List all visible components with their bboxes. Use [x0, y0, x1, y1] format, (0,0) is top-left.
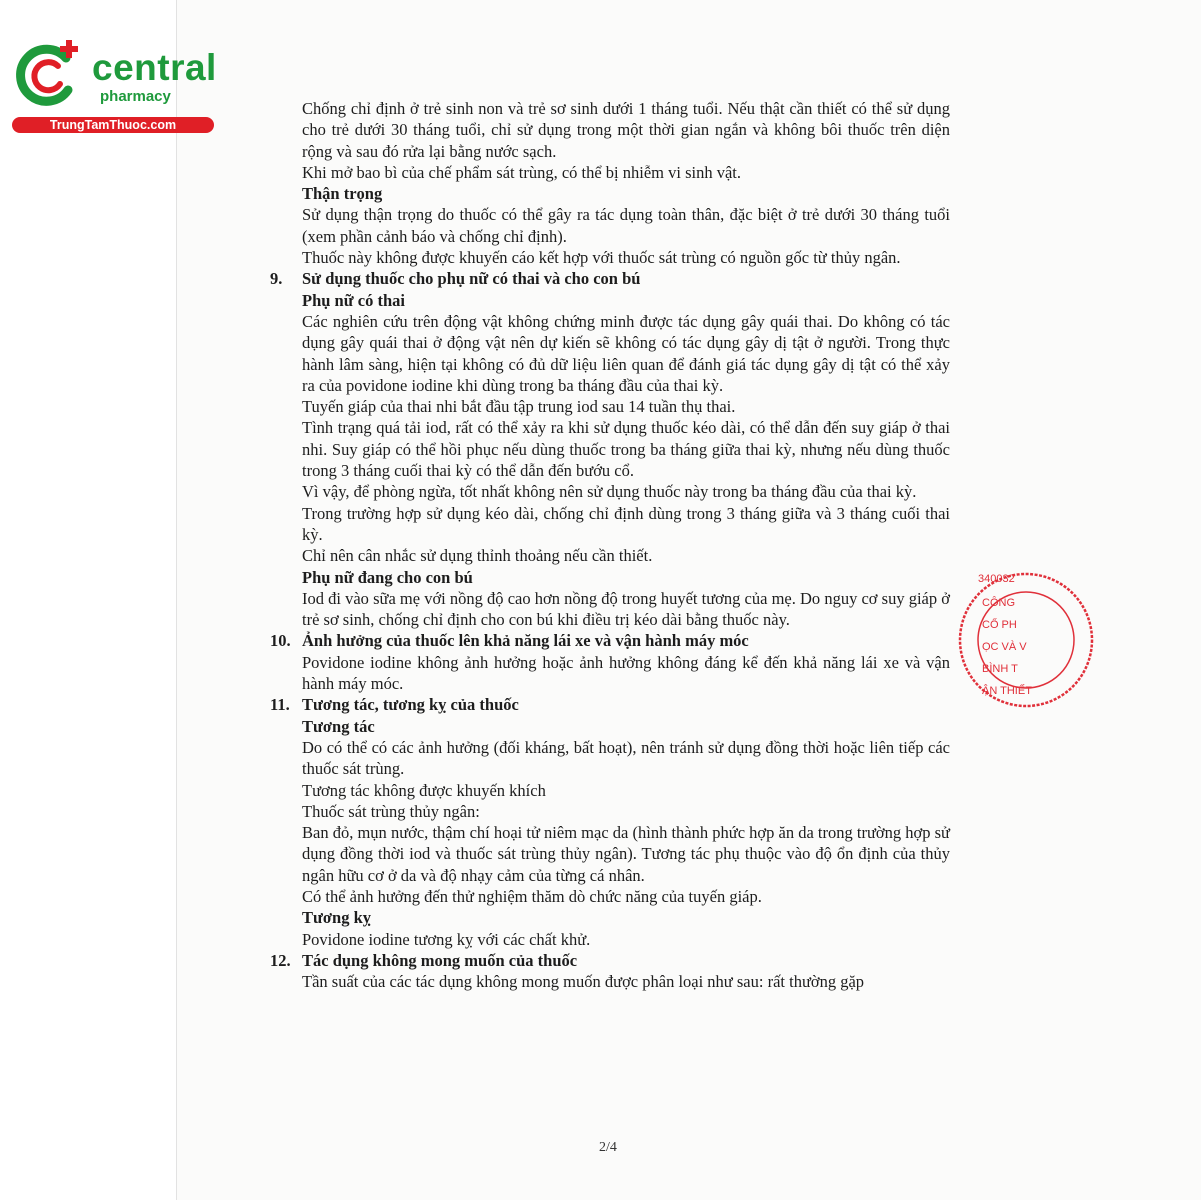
paragraph: Có thể ảnh hưởng đến thử nghiệm thăm dò chức năng của tuyến giáp.: [302, 886, 762, 906]
stamp-text-line: ẬN THIẾT: [982, 685, 1032, 697]
paragraph: Tuyến giáp của thai nhi bắt đầu tập trung iod sau 14 tuần thụ thai.: [302, 397, 736, 417]
paragraph: Sử dụng thận trọng do thuốc có thể gây ra tác dụng toàn thân, đặc biệt ở trẻ dưới 30 tháng tuổi (xem phần cảnh báo và chống chỉ định).: [302, 205, 950, 246]
paragraph: Khi mở bao bì của chế phẩm sát trùng, có thể bị nhiễm vi sinh vật.: [302, 162, 742, 182]
subheading: Phụ nữ đang cho con bú: [302, 567, 473, 587]
logo-name: central: [92, 47, 217, 88]
paragraph: Ban đỏ, mụn nước, thậm chí hoại tử niêm mạc da (hình thành phức hợp ăn da trong trường hợp sử dụng đồng thời iod và thuốc sát trùng thủy ngân). Tương tác phụ thuộc vào độ ổn định của thủy ngân hữu cơ ở da và độ nhạy cảm của từng cá nhân.: [302, 823, 950, 885]
section-heading: [0, 950, 1200, 971]
section-title: Tác dụng không mong muốn của thuốc: [302, 950, 578, 970]
red-seal-stamp: [964, 560, 1032, 720]
subheading: Tương tác: [302, 716, 375, 736]
subheading: Tương kỵ: [302, 908, 372, 928]
paragraph: Povidone iodine tương kỵ với các chất khử.: [302, 929, 591, 949]
paragraph: Povidone iodine không ảnh hưởng hoặc ảnh hưởng không đáng kể đến khả năng lái xe và vận hành máy móc.: [302, 652, 950, 694]
subheading: Thận trọng: [302, 184, 383, 204]
subheading: Phụ nữ có thai: [302, 290, 405, 310]
paragraph: Vì vậy, để phòng ngừa, tốt nhất không nên sử dụng thuốc này trong ba tháng đầu của thai kỳ.: [302, 482, 917, 502]
paragraph: Chống chỉ định ở trẻ sinh non và trẻ sơ sinh dưới 1 tháng tuổi. Nếu thật cần thiết có thể sử dụng cho trẻ dưới 30 tháng tuổi, chỉ sử dụng trong một thời gian ngắn và không bôi thuốc trên diện rộng và sau đó rửa lại bằng nước sạch.: [302, 99, 950, 161]
paragraph: Tương tác không được khuyến khích: [302, 780, 546, 800]
section-title: Tương tác, tương kỵ của thuốc: [302, 695, 519, 715]
section-title: Ảnh hưởng của thuốc lên khả năng lái xe và vận hành máy móc: [302, 631, 749, 651]
paragraph: Các nghiên cứu trên động vật không chứng minh được tác dụng gây quái thai. Do không có tác dụng gây quái thai ở động vật nên dự kiến sẽ không có tác dụng gây dị tật ở người. Trong thực hành lâm sàng, hiện tại không có đủ dữ liệu liên quan để đánh giá tác dụng gây dị tật có thể xảy ra của povidone iodine khi dùng trong ba tháng đầu của thai kỳ.: [302, 311, 950, 395]
section-title: Sử dụng thuốc cho phụ nữ có thai và cho con bú: [302, 269, 641, 289]
logo-subtitle: pharmacy: [100, 88, 171, 105]
stamp-text-line: ỌC VÀ V: [982, 641, 1027, 653]
paragraph: Iod đi vào sữa mẹ với nồng độ cao hơn nồng độ trong huyết tương của mẹ. Do nguy cơ suy giáp ở trẻ sơ sinh, chống chỉ định cho con bú khi điều trị kéo dài bằng thuốc này.: [302, 588, 950, 630]
logo-website: TrungTamThuoc.com: [12, 117, 214, 133]
section-heading: [0, 268, 1200, 289]
section-number: 9.: [270, 269, 283, 289]
paragraph: Chỉ nên cân nhắc sử dụng thỉnh thoảng nếu cần thiết.: [302, 546, 653, 566]
stamp-text-line: CỔ PH: [982, 619, 1017, 631]
paragraph: Tình trạng quá tải iod, rất có thể xảy ra khi sử dụng thuốc kéo dài, có thể dẫn đến suy giáp ở thai nhi. Suy giáp có thể hồi phục nếu dùng thuốc trong ba tháng giữa thai kỳ, nhưng nếu dùng thuốc trong 3 tháng cuối thai kỳ có thể dẫn đến bướu cổ.: [302, 418, 950, 481]
paragraph: Do có thể có các ảnh hưởng (đối kháng, bất hoạt), nên tránh sử dụng đồng thời hoặc liên tiếp các thuốc sát trùng.: [302, 737, 950, 779]
stamp-text-line: CÔNG: [982, 597, 1015, 609]
section-number: 12.: [270, 950, 291, 970]
document-body: [0, 98, 1200, 992]
paragraph: Thuốc này không được khuyến cáo kết hợp với thuốc sát trùng có nguồn gốc từ thủy ngân.: [302, 248, 901, 268]
paragraph: Trong trường hợp sử dụng kéo dài, chống chỉ định dùng trong 3 tháng giữa và 3 tháng cuối thai kỳ.: [302, 503, 950, 544]
paragraph: Tần suất của các tác dụng không mong muốn được phân loại như sau: rất thường gặp: [302, 972, 865, 992]
section-number: 11.: [270, 695, 290, 715]
paragraph: Thuốc sát trùng thủy ngân:: [302, 801, 480, 821]
stamp-text-line: 340032: [978, 573, 1015, 585]
page-number: 2/4: [599, 1140, 617, 1155]
stamp-text-line: BÌNH T: [982, 663, 1018, 675]
section-number: 10.: [270, 631, 291, 651]
